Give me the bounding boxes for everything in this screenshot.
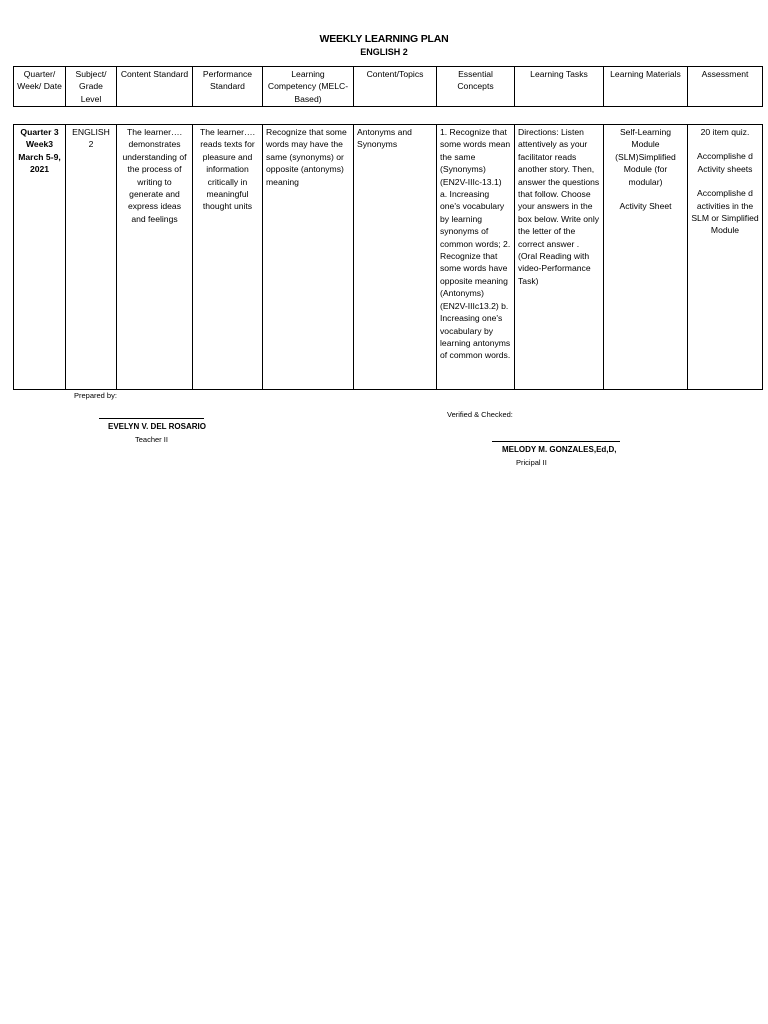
verifier-title: Pricipal II	[516, 458, 547, 467]
plan-table	[13, 124, 763, 390]
cell-performance-standard: The learner…. reads texts for pleasure and information critically in meaningful thought units	[193, 125, 263, 390]
table-row	[14, 125, 763, 390]
preparer-name: EVELYN V. DEL ROSARIO	[108, 422, 206, 431]
preparer-signature-line	[99, 418, 204, 419]
prepared-by-label: Prepared by:	[74, 391, 117, 400]
assessment-quiz: 20 item quiz.	[700, 127, 750, 137]
header-learning-tasks: Learning Tasks	[515, 67, 604, 107]
header-content-standard: Content Standard	[117, 67, 193, 107]
verified-by-label: Verified & Checked:	[447, 410, 513, 419]
header-topics: Content/Topics	[354, 67, 437, 107]
cell-topics: Antonyms and Synonyms	[354, 125, 437, 390]
verifier-signature-line	[492, 441, 620, 442]
verifier-name: MELODY M. GONZALES,Ed,D,	[502, 445, 617, 454]
cell-materials	[604, 125, 688, 390]
cell-essential-concepts: 1. Recognize that some words mean the same (Synonyms) (EN2V-IIIc-13.1) a. Increasing one's vocabulary by learning synonyms of common words; 2. Recognize that some words have opposite meaning (Antonyms) (EN2V-IIIc13.2) b. Increasing one's vocabulary by learning antonyms of common words.	[437, 125, 515, 390]
header-performance-standard: Performance Standard	[193, 67, 263, 107]
header-competency: Learning Competency (MELC-Based)	[263, 67, 354, 107]
header-quarter: Quarter/ Week/ Date	[14, 67, 66, 107]
header-materials: Learning Materials	[604, 67, 688, 107]
cell-learning-tasks: Directions: Listen attentively as your facilitator reads another story. Then, answer the questions that follow. Choose your answers in the box below. Write only the letter of the correct answer . (Oral Reading with video-Performance Task)	[515, 125, 604, 390]
header-subject: Subject/ Grade Level	[66, 67, 117, 107]
header-essential-concepts: Essential Concepts	[437, 67, 515, 107]
document-title: WEEKLY LEARNING PLAN	[319, 33, 449, 45]
preparer-title: Teacher II	[135, 435, 168, 444]
cell-assessment	[688, 125, 763, 390]
cell-quarter: Quarter 3 Week3 March 5-9, 2021	[14, 125, 66, 390]
header-assessment: Assessment	[688, 67, 763, 107]
cell-competency: Recognize that some words may have the same (synonyms) or opposite (antonyms) meaning	[263, 125, 354, 390]
materials-module: Self-Learning Module (SLM)Simplified Module (for modular)	[615, 127, 676, 187]
cell-content-standard: The learner…. demonstrates understanding of the process of writing to generate and express ideas and feelings	[117, 125, 193, 390]
assessment-activity-sheets: Accomplishe d Activity sheets	[697, 151, 753, 174]
cell-subject: ENGLISH 2	[66, 125, 117, 390]
assessment-slm: Accomplishe d activities in the SLM or Simplified Module	[691, 188, 759, 236]
materials-activity-sheet: Activity Sheet	[619, 201, 672, 212]
document-subtitle: ENGLISH 2	[360, 47, 408, 57]
header-table	[13, 66, 763, 107]
